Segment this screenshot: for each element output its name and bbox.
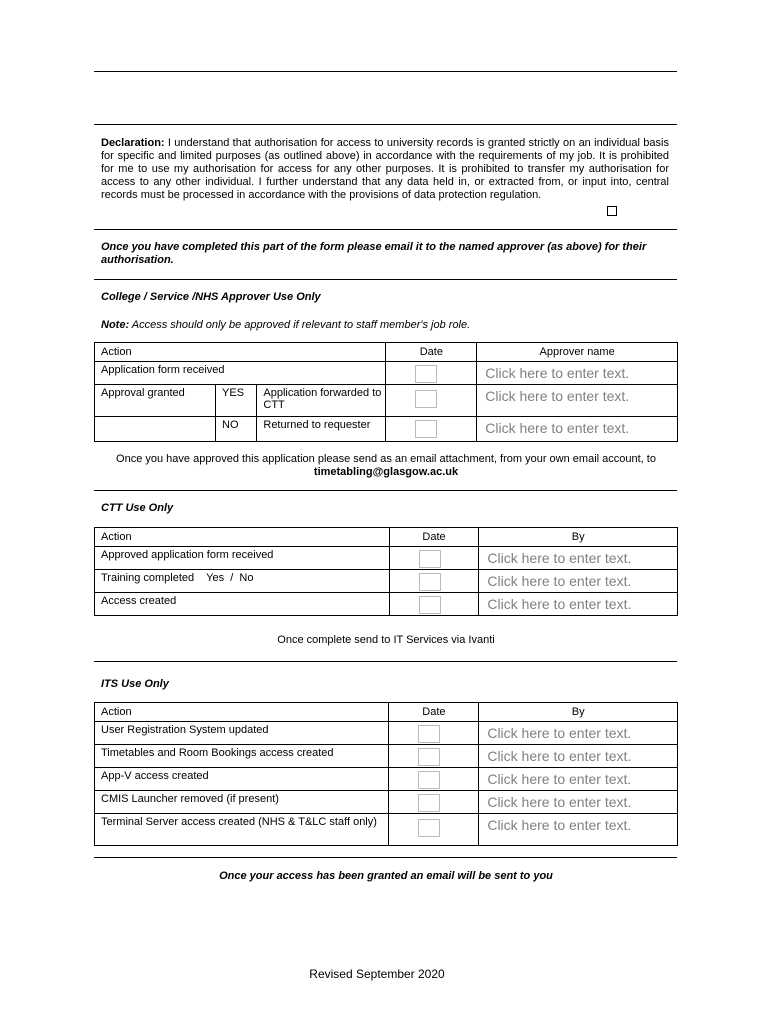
row-label: App-V access created [95, 768, 389, 791]
date-cell [386, 362, 477, 385]
row-label: Terminal Server access created (NHS & T&LC staff only) [95, 814, 389, 846]
date-input[interactable] [415, 390, 437, 408]
date-cell [389, 791, 479, 814]
ctt-section-title: CTT Use Only [101, 502, 174, 514]
table-row [95, 417, 678, 442]
table-row [95, 745, 678, 768]
application-forwarded-label: Application forwarded to CTT [257, 385, 386, 417]
by-input[interactable]: Click here to enter text. [479, 768, 678, 791]
table-row [95, 385, 678, 417]
rule [94, 661, 677, 662]
row-approval-granted: Approval granted [95, 385, 216, 417]
by-input[interactable]: Click here to enter text. [479, 745, 678, 768]
by-input[interactable]: Click here to enter text. [479, 547, 678, 570]
date-input[interactable] [418, 771, 440, 789]
date-cell [389, 570, 479, 593]
row-label: Timetables and Room Bookings access created [95, 745, 389, 768]
declaration-text: I understand that authorisation for access to university records is granted strictly on an individual basis for specific and limited purposes (as outlined above) in accordance with the requirements of my job. It is prohibited for me to use my authorisation for access for any other purposes. It is prohibited to transfer my authorisation for access to any other individual. I further understand that any data held in, or extracted from, or input into, central records must be processed in accordance with the provisions of data protection regulation. [101, 137, 669, 201]
date-cell [386, 385, 477, 417]
by-input[interactable]: Click here to enter text. [479, 722, 678, 745]
table-row [95, 593, 678, 616]
header-action: Action [95, 343, 386, 362]
note-label: Note: [101, 319, 130, 331]
final-note: Once your access has been granted an email will be sent to you [219, 870, 553, 882]
date-input[interactable] [419, 573, 441, 591]
send-instruction [94, 453, 678, 479]
table-row [95, 791, 678, 814]
send-text: Once you have approved this application please send as an email attachment, from your own email account, to [116, 453, 656, 465]
header-date: Date [389, 528, 479, 547]
rule [94, 124, 677, 125]
table-header-row [95, 343, 678, 362]
date-input[interactable] [419, 550, 441, 568]
table-row [95, 547, 678, 570]
ctt-footer: Once complete send to IT Services via Ivanti [277, 634, 495, 646]
by-input[interactable]: Click here to enter text. [479, 593, 678, 616]
no-label: NO [216, 417, 257, 442]
table-header-row [95, 703, 678, 722]
by-input[interactable]: Click here to enter text. [479, 814, 678, 846]
row-label: Approved application form received [95, 547, 390, 570]
table-row [95, 570, 678, 593]
date-input[interactable] [418, 794, 440, 812]
date-input[interactable] [418, 748, 440, 766]
header-action: Action [95, 528, 390, 547]
email-instruction: Once you have completed this part of the form please email it to the named approver (as above) for their authorisation. [101, 241, 647, 266]
approver-table [94, 342, 678, 442]
row-label: CMIS Launcher removed (if present) [95, 791, 389, 814]
row-application-received: Application form received [95, 362, 386, 385]
date-cell [389, 722, 479, 745]
date-cell [389, 547, 479, 570]
date-input[interactable] [415, 420, 437, 438]
table-header-row [95, 528, 678, 547]
date-cell [389, 768, 479, 791]
rule [94, 229, 677, 230]
header-date: Date [386, 343, 477, 362]
top-rule [94, 71, 677, 72]
date-cell [389, 593, 479, 616]
header-by: By [479, 703, 678, 722]
header-action: Action [95, 703, 389, 722]
date-cell [389, 814, 479, 846]
returned-label: Returned to requester [257, 417, 386, 442]
approver-note [101, 319, 669, 332]
rule [94, 490, 677, 491]
date-cell [386, 417, 477, 442]
declaration-label: Declaration: [101, 137, 165, 149]
date-input[interactable] [418, 725, 440, 743]
table-row [95, 814, 678, 846]
date-cell [389, 745, 479, 768]
header-by: By [479, 528, 678, 547]
yes-label: YES [216, 385, 257, 417]
declaration-checkbox[interactable] [607, 206, 617, 216]
rule [94, 857, 677, 858]
timetabling-email: timetabling@glasgow.ac.uk [313, 466, 459, 478]
row-label: Access created [95, 593, 390, 616]
approver-name-input[interactable]: Click here to enter text. [477, 385, 678, 417]
date-input[interactable] [419, 596, 441, 614]
approver-name-input[interactable]: Click here to enter text. [477, 417, 678, 442]
its-section-title: ITS Use Only [101, 678, 169, 690]
header-date: Date [389, 703, 479, 722]
its-table [94, 702, 678, 846]
empty-cell [95, 417, 216, 442]
by-input[interactable]: Click here to enter text. [479, 570, 678, 593]
approver-name-input[interactable]: Click here to enter text. [477, 362, 678, 385]
header-approver-name: Approver name [477, 343, 678, 362]
table-row [95, 768, 678, 791]
declaration-paragraph [101, 137, 669, 202]
date-input[interactable] [415, 365, 437, 383]
by-input[interactable]: Click here to enter text. [479, 791, 678, 814]
table-row [95, 722, 678, 745]
row-label: Training completed Yes / No [95, 570, 390, 593]
date-input[interactable] [418, 819, 440, 837]
approver-section-title: College / Service /NHS Approver Use Only [101, 291, 321, 303]
rule [94, 279, 677, 280]
table-row [95, 362, 678, 385]
note-text: Access should only be approved if relevant to staff member's job role. [129, 319, 471, 331]
ctt-table [94, 527, 678, 616]
row-label: User Registration System updated [95, 722, 389, 745]
revision-date: Revised September 2020 [309, 967, 445, 981]
